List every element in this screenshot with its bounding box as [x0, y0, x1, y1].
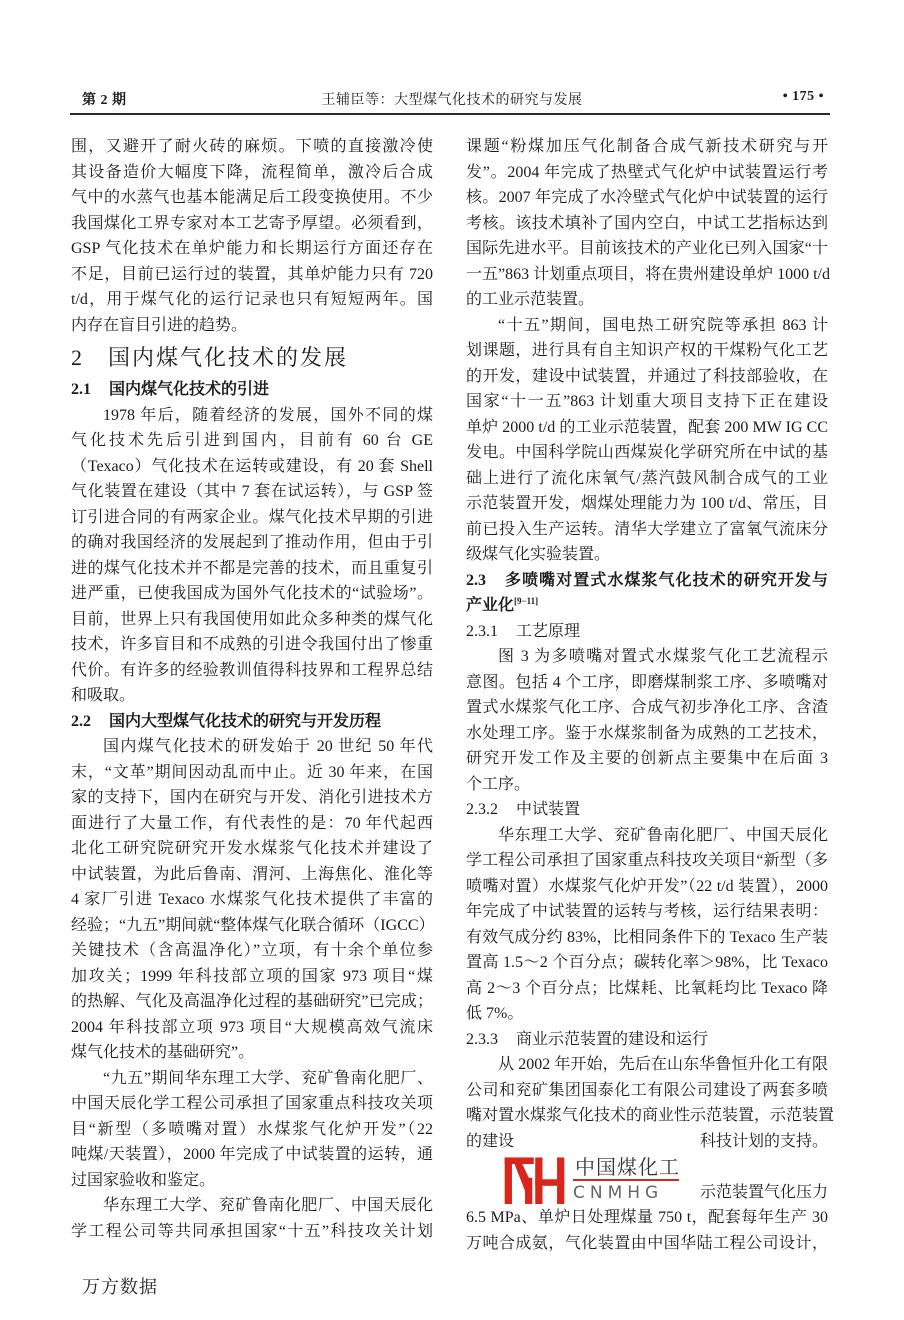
- heading-text: 中试装置: [516, 801, 581, 818]
- text-line: 年完成了中试装置的运转与考核，运行结果表明：: [466, 903, 828, 920]
- text-line: 低 7%。: [466, 1005, 524, 1022]
- text-line: 吨煤/天装置），2000 年完成了中试装置的运转，通: [71, 1146, 433, 1163]
- text-line: 的确对我国经济的发展起到了推动作用，但由于引: [71, 534, 433, 551]
- text-line: 高 2～3 个百分点；比煤耗、比氧耗均比 Texaco 降: [466, 979, 828, 997]
- heading-line: [466, 593, 828, 619]
- section-heading: [71, 338, 433, 377]
- paragraph: [71, 134, 433, 338]
- right-column: [466, 134, 835, 1256]
- text-line: 的热解、气化及高温净化过程的基础研究”已完成；: [71, 993, 433, 1010]
- text-line: 1978 年后，随着经济的发展，国外不同的煤: [103, 406, 433, 424]
- paragraph: [71, 403, 433, 709]
- text-line: 华东理工大学、兖矿鲁南化肥厂、中国天辰化: [498, 826, 828, 844]
- text-line: 研究开发工作及主要的创新点主要集中在后面 3: [466, 750, 828, 767]
- heading-line: [466, 1027, 828, 1053]
- text-line: 从 2002 年开始，先后在山东华鲁恒升化工有限: [498, 1056, 828, 1073]
- text-line: 末，“文革”期间因动乱而中止。近 30 年来，在国: [71, 763, 433, 781]
- journal-issue: 第 2 期: [82, 93, 127, 108]
- paragraph: [466, 823, 828, 1027]
- text-line: 图 3 为多喷嘴对置式水煤浆气化工艺流程示: [498, 648, 828, 665]
- text-line: 其设备造价大幅度下降，流程简单，激冷后合成: [71, 163, 433, 181]
- heading-number: 2.3.2: [466, 801, 498, 818]
- heading-line: [466, 568, 828, 594]
- text-line: 喷嘴对置）水煤浆气化炉开发”（22 t/d 装置），2000: [466, 877, 828, 895]
- text-fragment: 的建设: [466, 1132, 515, 1150]
- text-line: 课题“粉煤加压气化制备合成气新技术研究与开: [466, 138, 828, 155]
- text-line: 单炉 2000 t/d 的工业示范装置，配套 200 MW IG CC: [466, 418, 828, 436]
- text-line: 2004 年科技部立项 973 项目“大规模高效气流床: [71, 1018, 433, 1036]
- text-line: 前已投入生产运转。清华大学建立了富氧气流床分: [466, 520, 828, 538]
- text-line: 的开发，建设中试装置，并通过了科技部验收，在: [466, 367, 828, 385]
- text-line: 学工程公司承担了国家重点科技攻关项目“新型（多: [466, 852, 828, 869]
- text-line: 一五”863 计划重点项目，将在贵州建设单炉 1000 t/d: [466, 265, 830, 283]
- heading-number: 2.3.1: [466, 622, 498, 640]
- text-line: 公司和兖矿集团国泰化工有限公司建设了两套多喷: [466, 1081, 828, 1099]
- watermark-divider: [573, 1179, 679, 1181]
- paragraph: [466, 1052, 835, 1256]
- heading-line: [466, 619, 828, 645]
- left-column: [71, 134, 433, 1244]
- text-line: [466, 1129, 828, 1155]
- watermark: [503, 1156, 693, 1204]
- text-line: 意图。包括 4 个工序，即磨煤制浆工序、多喷嘴对: [466, 673, 828, 691]
- text-line: “九五”期间华东理工大学、兖矿鲁南化肥厂、: [103, 1069, 433, 1087]
- subsubsection-heading: [466, 797, 828, 823]
- heading-text: 多喷嘴对置式水煤浆气化技术的研究开发与: [504, 571, 828, 589]
- text-line: 置式水煤浆气化工序、合成气初步净化工序、含渣: [466, 699, 828, 716]
- citation-ref: [9−11]: [514, 596, 539, 606]
- text-line: 面进行了大量工作，有代表性的是：70 年代起西: [71, 814, 433, 832]
- text-line: 学工程公司等共同承担国家“十五”科技攻关计划: [71, 1222, 433, 1240]
- section-title: 国内煤气化技术的发展: [108, 345, 349, 370]
- paragraph: [466, 644, 828, 797]
- heading-number: 2.1: [71, 381, 91, 398]
- text-line: 内存在盲目引进的趋势。: [71, 316, 248, 334]
- text-line: 国内煤气化技术的研发始于 20 世纪 50 年代: [103, 738, 433, 755]
- text-line: 进的煤气化技术并不都是完善的技术，而且重复引: [71, 559, 433, 577]
- text-line: 考核。该技术填补了国内空白，中试工艺指标达到: [466, 214, 828, 232]
- text-line: 万吨合成氨，气化装置由中国华陆工程公司设计，: [466, 1234, 828, 1252]
- text-line: 4 家厂引进 Texaco 水煤浆气化技术提供了丰富的: [71, 891, 433, 908]
- heading-line: [466, 797, 828, 823]
- text-line: 进严重，已使我国成为国外气化技术的“试验场”。: [71, 585, 433, 602]
- text-line: 代价。有许多的经验教训值得科技界和工程界总结: [71, 661, 433, 679]
- text-line: 北化工研究院研究开发水煤浆气化技术并建设了: [71, 840, 433, 857]
- text-line: 6.5 MPa、单炉日处理煤量 750 t，配套每年生产 30: [466, 1209, 828, 1226]
- heading-number: 2.3.3: [466, 1030, 498, 1048]
- text-line: 气化技术先后引进到国内，目前有 60 台 GE: [71, 432, 433, 449]
- text-line: 和吸取。: [71, 687, 136, 704]
- text-line: 过国家验收和鉴定。: [71, 1171, 216, 1189]
- text-line: 气中的水蒸气也基本能满足后工段变换使用。不少: [71, 189, 433, 206]
- heading-text: 国内大型煤气化技术的研究与开发历程: [109, 712, 382, 730]
- text-line: 个工序。: [466, 775, 531, 793]
- watermark-en-text: CNMHG: [573, 1183, 664, 1203]
- text-line: 级煤气化实验装置。: [466, 546, 611, 563]
- text-line: 发电。中国科学院山西煤炭化学研究所在中试的基: [466, 444, 828, 461]
- section-number: 2: [71, 345, 84, 370]
- text-line: （Texaco）气化技术在运转或建设，有 20 套 Shell: [71, 457, 433, 475]
- text-line: 不足，目前已运行过的装置，其单炉能力只有 720: [71, 265, 433, 283]
- text-line: 加攻关；1999 年科技部立项的国家 973 项目“煤: [71, 967, 433, 985]
- text-line: 础上进行了流化床氧气/蒸汽鼓风制合成气的工业: [466, 469, 828, 487]
- text-line: 中试装置，为此后鲁南、渭河、上海焦化、淮化等: [71, 865, 433, 883]
- subsubsection-heading: [466, 1027, 828, 1053]
- page-number: • 175 •: [782, 89, 824, 104]
- text-line: 示范装置开发，烟煤处理能力为 100 t/d、常压，目: [466, 495, 828, 512]
- text-line: 国家“十一五”863 计划重大项目支持下正在建设: [466, 393, 828, 410]
- text-line: t/d，用于煤气化的运行记录也只有短短两年。国: [71, 291, 433, 308]
- text-line: 中国天辰化学工程公司承担了国家重点科技攻关项: [71, 1095, 433, 1112]
- heading-line: [71, 377, 433, 403]
- text-line: 煤气化技术的基础研究”。: [71, 1044, 255, 1061]
- text-fragment: 示范装置气化压力: [699, 1183, 828, 1201]
- text-line: 技术，许多盲目和不成熟的引进令我国付出了惨重: [71, 636, 433, 653]
- paragraph: [466, 313, 828, 568]
- text-line: 目前，世界上只有我国使用如此众多种类的煤气化: [71, 610, 433, 628]
- text-line: 发”。2004 年完成了热壁式气化炉中试装置运行考: [466, 163, 828, 181]
- cnmhg-logo-icon: [503, 1156, 566, 1204]
- text-fragment: 科技计划的支持。: [699, 1132, 828, 1150]
- running-title: 王辅臣等：大型煤气化技术的研究与发展: [321, 93, 583, 108]
- heading-number: 2.2: [71, 712, 91, 730]
- text-line: 国际先进水平。目前该技术的产业化已列入国家“十: [466, 240, 828, 257]
- footer-source: 万方数据: [82, 1277, 158, 1297]
- heading-text: 工艺原理: [516, 622, 581, 640]
- subsubsection-heading: [466, 619, 828, 645]
- text-line: 置高 1.5～2 个百分点；碳转化率＞98%，比 Texaco: [466, 954, 828, 971]
- text-line: 我国煤化工界专家对本工艺寄予厚望。必须看到，: [71, 214, 433, 232]
- heading-line: [71, 709, 433, 735]
- text-line: 围，又避开了耐火砖的麻烦。下喷的直接激冷使: [71, 138, 433, 155]
- paragraph: [466, 134, 828, 313]
- text-line: 气化装置在建设（其中 7 套在试运转），与 GSP 签: [71, 483, 433, 500]
- text-line: 水处理工序。鉴于水煤浆制备为成熟的工艺技术，: [466, 724, 828, 742]
- paragraph: [71, 1066, 433, 1194]
- paragraph: [71, 734, 433, 1066]
- text-line: 家的支持下，国内在研究与开发、消化引进技术方: [71, 789, 433, 806]
- watermark-cn-text: 中国煤化工: [575, 1155, 680, 1179]
- heading-text: 产业化: [466, 597, 515, 614]
- paragraph: [71, 1193, 433, 1244]
- text-line: GSP 气化技术在单炉能力和长期运行方面还存在: [71, 240, 433, 257]
- text-line: 关键技术（含高温净化）”立项，有十余个单位参: [71, 942, 433, 959]
- text-line: 华东理工大学、兖矿鲁南化肥厂、中国天辰化: [103, 1197, 433, 1214]
- subsection-heading: [466, 568, 828, 619]
- header-rule: [70, 113, 830, 115]
- text-line: 经验；“九五”期间就“整体煤气化联合循环（IGCC）: [71, 916, 435, 934]
- heading-text: 商业示范装置的建设和运行: [516, 1030, 709, 1048]
- text-line: 划课题，进行具有自主知识产权的干煤粉气化工艺: [466, 342, 828, 359]
- text-line: 核。2007 年完成了水冷壁式气化炉中试装置的运行: [466, 189, 828, 206]
- text-line: 订引进合同的有两家企业。煤气化技术早期的引进: [71, 508, 433, 526]
- text-line: 的工业示范装置。: [466, 291, 595, 308]
- text-line: 嘴对置水煤浆气化技术的商业性示范装置，示范装置: [466, 1107, 835, 1124]
- subsection-heading: [71, 377, 433, 403]
- subsection-heading: [71, 709, 433, 735]
- heading-number: 2.3: [466, 571, 486, 589]
- text-line: “十五”期间，国电热工研究院等承担 863 计: [498, 316, 828, 334]
- text-line: 目“新型（多喷嘴对置）水煤浆气化炉开发”（22: [71, 1120, 433, 1138]
- heading-text: 国内煤气化技术的引进: [109, 381, 270, 398]
- text-line: 有效气成分约 83%，比相同条件下的 Texaco 生产装: [466, 928, 828, 946]
